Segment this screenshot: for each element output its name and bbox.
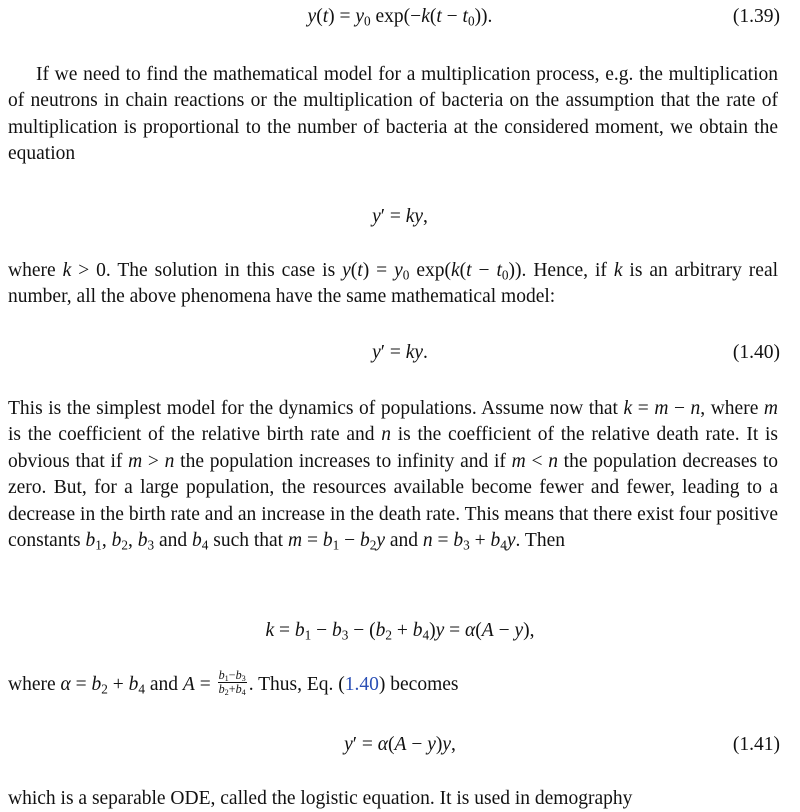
text-fragment: , where: [700, 398, 764, 419]
text-fragment: ) becomes: [378, 674, 459, 695]
equation-1-40: [0, 342, 800, 372]
equation-body: $k = b_1 - b_3 - (b_2 + b_4)y = \alpha(A - y)$,: [265, 620, 535, 643]
text-fragment: . Thus, Eq. (: [248, 674, 345, 695]
equation-body: y′ = ky.: [372, 342, 428, 363]
text-fragment: and: [384, 530, 423, 552]
text-fragment: is the coefficient of the relative birth rate and: [8, 424, 382, 446]
paragraph-alpha-definition: where $\alpha = b_2 + b_4$ and A = $\frac{b_1-b_3}{b_2+b_4}$ . Thus, Eq. (1.40) becomes: [8, 668, 459, 698]
equation-y-prime-ky: [0, 206, 800, 236]
equation-body: $y(t) = y_0$ $\exp(-k(t - t_0))$.: [307, 6, 493, 29]
equation-number: (1.41): [732, 734, 780, 755]
paragraph-multiplication-process: [8, 62, 778, 168]
text-fragment: is the coefficient of the relative death rate. It is obvious that if: [8, 424, 778, 472]
paragraph-text: If we need to find the mathematical model for a multiplication process, e.g. the multiplication of neutrons in chain reactions or the multiplication of bacteria on the assumption that the rate of multiplication is proportional to the number of bacteria at the considered moment, we obtain the equation: [8, 64, 778, 165]
equation-reference-link[interactable]: 1.40: [344, 674, 379, 695]
text-fragment: where: [8, 260, 63, 281]
paragraph-population-dynamics: This is the simplest model for the dynamics of populations. Assume now that k = m − n, where m is the coefficient of the relative birth rate and n is the coefficient of the relative death rate. It is obvious that if m > n the population increases to infinity and if m < n the population decreases to zero. But, for a large population, the resources available become fewer and fewer, leading to a decrease in the birth rate and an increase in the death rate. This means that there exist four positive constants $b_1$, $b_2$, $b_3$ and $b_4$ such that $m = b_1 - b_2y$ and $n = b_3 + b_4y$. Then: [8, 398, 779, 553]
text-fragment: the population increases to infinity and if: [174, 450, 512, 472]
equation-body: y′ = α(A − y)y,: [344, 734, 456, 755]
equation-number: (1.39): [732, 6, 780, 27]
paragraph-solution: where k > 0. The solution in this case is $y(t) = y_0$ $\exp(k(t - t_0))$. Hence, if k is an arbitrary real number, all the above phenomena have the same mathematical model:: [8, 260, 779, 308]
text-fragment: . Then: [515, 530, 565, 552]
text-fragment: This is the simplest model for the dynamics of populations. Assume now that: [8, 398, 624, 419]
text-fragment: . Hence, if: [521, 260, 614, 281]
text-fragment: . The solution in this case is: [105, 260, 343, 281]
fraction-A: $\frac{b_1-b_3}{b_2+b_4}$: [218, 668, 246, 698]
text-fragment: is an arbitrary real number, all the above phenomena have the same mathematical model:: [8, 260, 779, 308]
text-fragment: where: [8, 674, 61, 695]
cutoff-text-line: which is a separable ODE, called the logistic equation. It is used in demography: [8, 788, 633, 809]
text-fragment: and: [145, 674, 183, 695]
equation-1-39: [0, 6, 800, 36]
text-fragment: the population decreases to zero. But, for a large population, the resources available become fewer and fewer, leading to a decrease in the birth rate and an increase in the death rate. This means that there exist four positive constants: [8, 450, 778, 552]
equation-k-expansion: [0, 620, 800, 650]
equation-body: y′ = ky,: [372, 206, 428, 227]
text-fragment: such that: [208, 530, 288, 552]
equation-number: (1.40): [732, 342, 780, 363]
equation-1-41: [0, 734, 800, 764]
